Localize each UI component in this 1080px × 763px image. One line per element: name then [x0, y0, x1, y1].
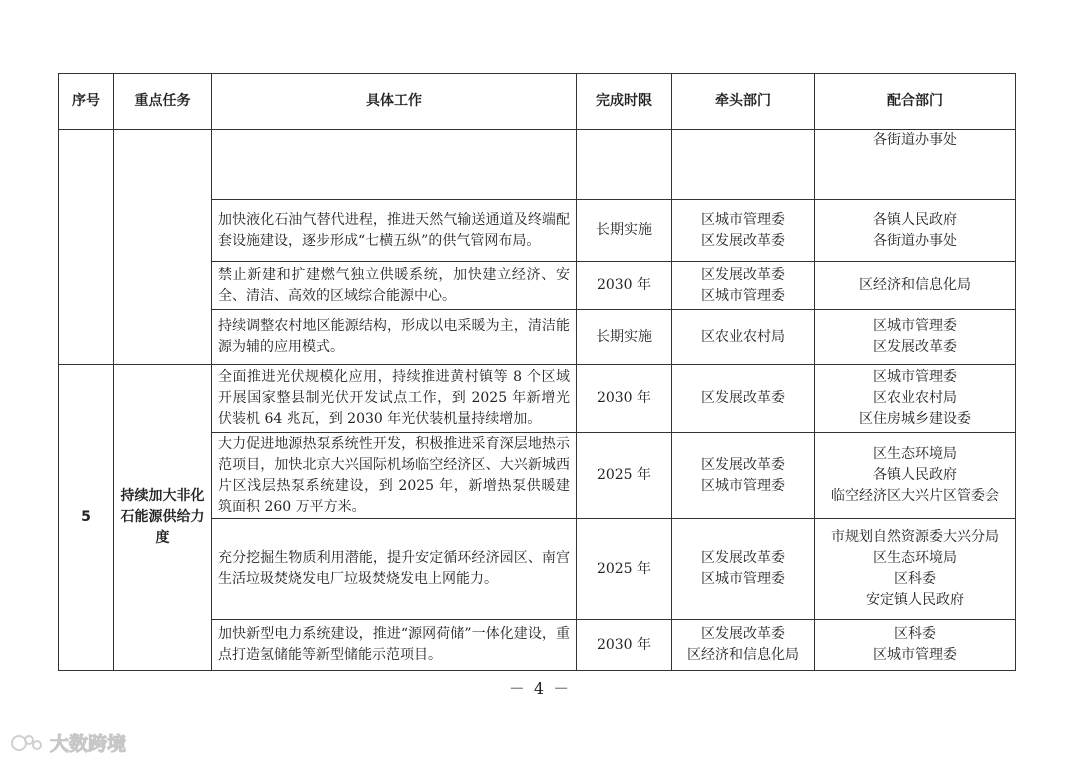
header-lead-dept: 牵头部门 — [672, 74, 815, 130]
header-key-task: 重点任务 — [114, 74, 212, 130]
lead-cell: 区发展改革委 区城市管理委 — [672, 262, 815, 310]
coop-cell: 区生态环境局 各镇人民政府 临空经济区大兴片区管委会 — [815, 433, 1016, 519]
deadline-cell: 2025 年 — [577, 433, 672, 519]
deadline-cell: 长期实施 — [577, 310, 672, 365]
work-cell: 禁止新建和扩建燃气独立供暖系统，加快建立经济、安全、清洁、高效的区域综合能源中心。 — [212, 262, 577, 310]
deadline-cell: 2030 年 — [577, 262, 672, 310]
work-cell: 持续调整农村地区能源结构，形成以电采暖为主，清洁能源为辅的应用模式。 — [212, 310, 577, 365]
work-cell: 加快新型电力系统建设，推进“源网荷储”一体化建设，重点打造氢储能等新型储能示范项目。 — [212, 620, 577, 671]
header-deadline: 完成时限 — [577, 74, 672, 130]
watermark-logo-icon — [10, 732, 46, 754]
coop-cell: 各街道办事处 — [815, 130, 1016, 200]
table-row — [59, 130, 1016, 200]
deadline-cell: 2030 年 — [577, 620, 672, 671]
coop-cell: 区经济和信息化局 — [815, 262, 1016, 310]
watermark — [10, 729, 126, 756]
table-header-row — [59, 74, 1016, 130]
coop-cell: 区科委 区城市管理委 — [815, 620, 1016, 671]
coop-cell: 区城市管理委 区农业农村局 区住房城乡建设委 — [815, 365, 1016, 433]
watermark-text: 大数跨境 — [50, 733, 127, 755]
task-cell-empty — [114, 130, 212, 365]
work-cell: 大力促进地源热泵系统性开发，积极推进采育深层地热示范项目，加快北京大兴国际机场临空经济区、大兴新城西片区浅层热泵系统建设，到 2025 年，新增热泵供暖建筑面积 260 万平方米。 — [212, 433, 577, 519]
lead-cell: 区发展改革委 区城市管理委 — [672, 519, 815, 620]
lead-cell: 区发展改革委 区经济和信息化局 — [672, 620, 815, 671]
header-seq: 序号 — [59, 74, 114, 130]
work-cell: 全面推进光伏规模化应用，持续推进黄村镇等 8 个区域开展国家整县制光伏开发试点工作，到 2025 年新增光伏装机 64 兆瓦，到 2030 年光伏装机量持续增加。 — [212, 365, 577, 433]
task-name: 持续加大非化石能源供给力度 — [114, 365, 212, 671]
coop-cell: 区城市管理委 区发展改革委 — [815, 310, 1016, 365]
page-number: － 4 － — [508, 679, 572, 698]
coop-cell: 各镇人民政府 各街道办事处 — [815, 200, 1016, 262]
seq-cell-empty — [59, 130, 114, 365]
header-specific-work: 具体工作 — [212, 74, 577, 130]
task-table — [58, 73, 1016, 671]
work-cell: 加快液化石油气替代进程，推进天然气输送通道及终端配套设施建设，逐步形成“七横五纵”的供气管网布局。 — [212, 200, 577, 262]
task-number: 5 — [59, 365, 114, 671]
lead-cell: 区发展改革委 — [672, 365, 815, 433]
deadline-cell: 2025 年 — [577, 519, 672, 620]
deadline-cell: 2030 年 — [577, 365, 672, 433]
deadline-cell: 长期实施 — [577, 200, 672, 262]
lead-cell: 区农业农村局 — [672, 310, 815, 365]
work-cell: 充分挖掘生物质利用潜能，提升安定循环经济园区、南宫生活垃圾焚烧发电厂垃圾焚烧发电上网能力。 — [212, 519, 577, 620]
lead-cell: 区城市管理委 区发展改革委 — [672, 200, 815, 262]
lead-cell: 区发展改革委 区城市管理委 — [672, 433, 815, 519]
coop-cell: 市规划自然资源委大兴分局 区生态环境局 区科委 安定镇人民政府 — [815, 519, 1016, 620]
table-row — [59, 365, 1016, 433]
header-coop-dept: 配合部门 — [815, 74, 1016, 130]
